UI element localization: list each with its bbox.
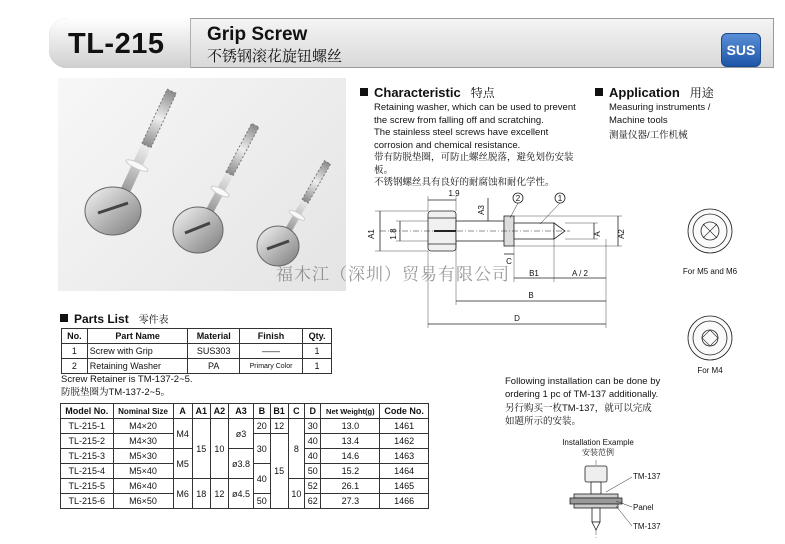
watermark: 福木江（深圳）贸易有限公司 <box>276 265 510 284</box>
table-row: TL-215-2 M4×30 30 15 40 13.4 1462 <box>61 434 429 449</box>
characteristic-text: Retaining washer, which can be used to prevent the screw from falling off and scratching. The stainless steel screws have excellent corrosion and chemical resistance. 带有防脱垫圈，可防止螺丝脱落，避免划伤安装板。 不锈钢螺丝具有良好的耐腐蚀和耐化学性。 <box>374 102 576 188</box>
install-label: TM-137 <box>633 472 661 481</box>
callout-number: 1 <box>557 194 563 203</box>
end-view-caption: For M4 <box>697 366 723 375</box>
dim-label: A1 <box>367 229 376 239</box>
dim-label: A / 2 <box>571 269 589 278</box>
characteristic-heading: Characteristic 特点 <box>360 84 495 101</box>
spec-table <box>60 403 429 509</box>
application-text: Measuring instruments / Machine tools 测量仪器/工作机械 <box>609 102 711 141</box>
table-row: TL-215-1 M4×20 M4 15 10 ø3 20 12 8 30 13.0 1461 <box>61 419 429 434</box>
section-bullet-icon <box>360 88 368 96</box>
table-row: TL-215-4 M5×40 40 50 15.2 1464 <box>61 464 429 479</box>
callout-number: 2 <box>515 194 521 203</box>
parts-list-heading: Parts List 零件表 <box>60 311 169 326</box>
dim-label: C <box>506 257 512 266</box>
end-view-caption: For M5 and M6 <box>682 267 738 276</box>
dim-label: 1.8 <box>389 228 398 240</box>
product-title-en: Grip Screw <box>207 24 308 45</box>
dim-label: A3 <box>477 205 486 215</box>
product-title-cn: 不锈钢滚花旋钮螺丝 <box>207 48 343 65</box>
install-label: TM-137 <box>633 522 661 531</box>
technical-drawing <box>360 186 780 391</box>
table-row: 1 Screw with Grip SUS303 —— 1 <box>62 344 332 359</box>
model-number: TL-215 <box>68 28 165 60</box>
dim-label: 1.9 <box>448 189 460 198</box>
install-label: Panel <box>633 503 654 512</box>
dim-label: B1 <box>529 269 539 278</box>
table-row: TL-215-5 M6×40 M6 18 12 ø4.5 10 52 26.1 1465 <box>61 479 429 494</box>
table-header-row: No. Part Name Material Finish Qty. <box>62 329 332 344</box>
table-row: TL-215-3 M5×30 M5 ø3.8 40 14.6 1463 <box>61 449 429 464</box>
table-row: 2 Retaining Washer PA Primary Color 1 <box>62 359 332 374</box>
parts-list-table <box>61 328 332 374</box>
material-badge: SUS <box>721 33 761 67</box>
dim-label: B <box>528 291 534 300</box>
installation-example-title: Installation Example 安装范例 <box>562 438 634 457</box>
section-bullet-icon <box>595 88 603 96</box>
table-row: TL-215-6 M6×50 50 62 27.3 1466 <box>61 494 429 509</box>
installation-note: Following installation can be done by ordering 1 pc of TM-137 additionally. 另行购买一枚TM-137，就可以完成 如题所示的安装。 <box>505 376 661 427</box>
dim-label: A <box>593 231 602 237</box>
installation-diagram <box>560 460 685 540</box>
dim-label: A2 <box>617 229 626 239</box>
section-bullet-icon <box>60 314 68 322</box>
application-heading: Application 用途 <box>595 84 714 101</box>
retainer-note: Screw Retainer is TM-137-2~5. 防脱垫圈为TM-137-2~5。 <box>61 374 193 398</box>
dim-label: D <box>514 314 520 323</box>
table-header-row: Model No. Nominal Size A A1 A2 A3 B B1 C D Net Weight(g) Code No. <box>61 404 429 419</box>
